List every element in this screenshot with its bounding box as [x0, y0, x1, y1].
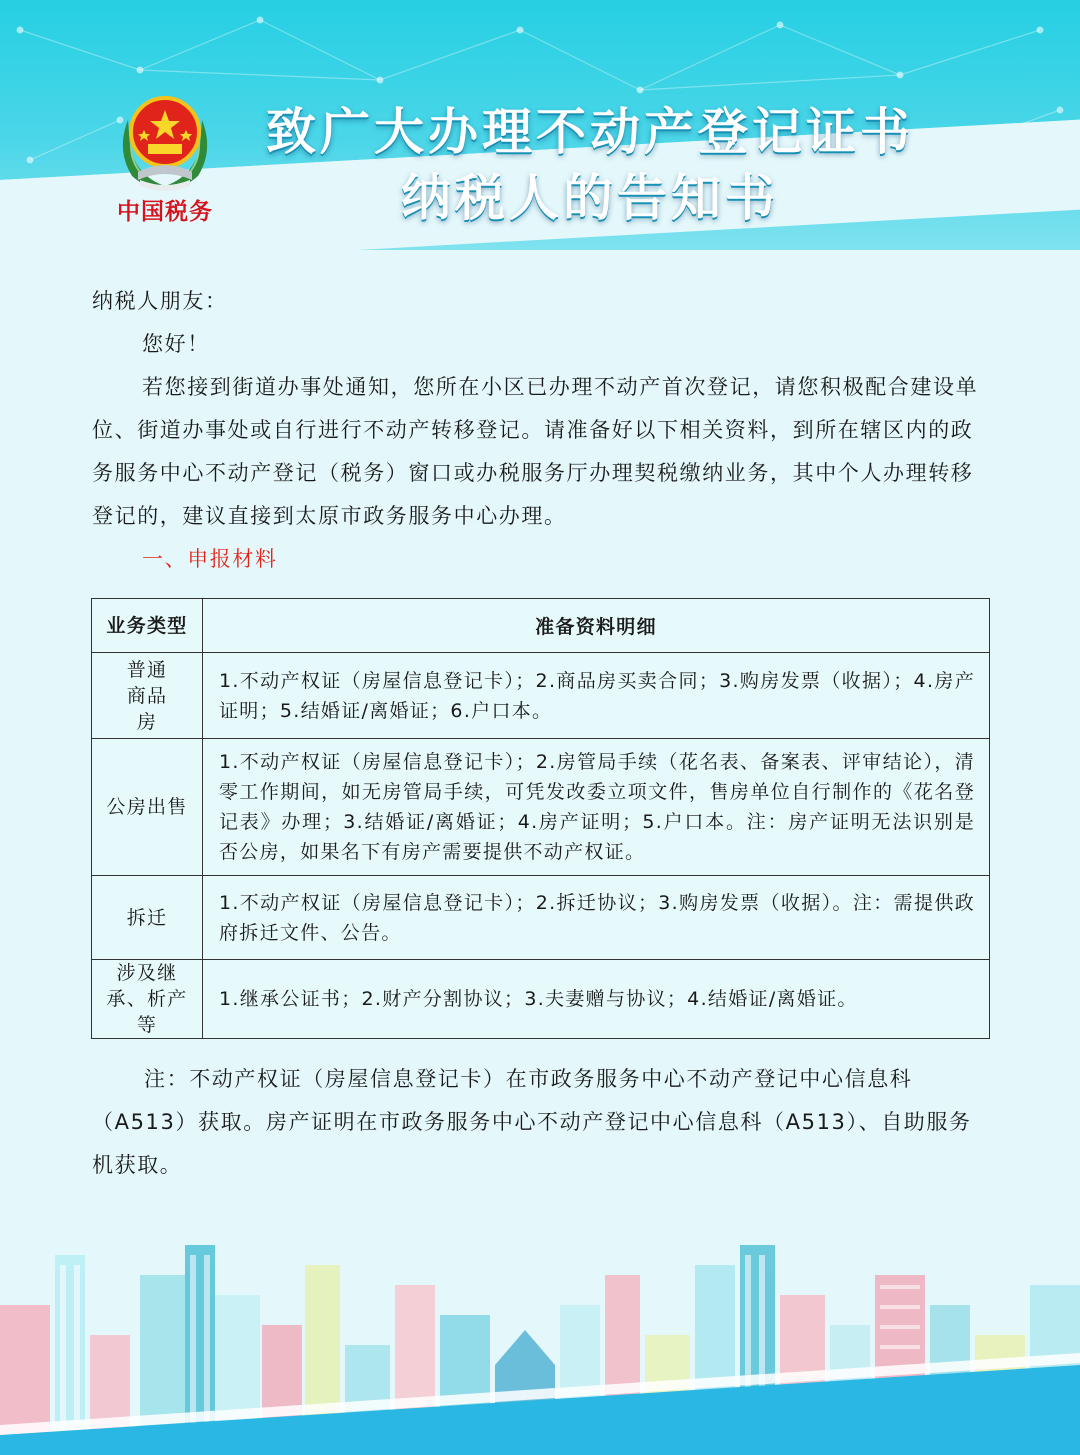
- table-row: [92, 876, 990, 960]
- page-title-line2: 纳税人的告知书: [401, 169, 779, 227]
- row-type: 拆迁: [92, 876, 203, 960]
- row-type: 涉及继承、析产等: [92, 960, 203, 1039]
- greeting: 您好！: [142, 332, 210, 356]
- letter-paragraph: 若您接到街道办事处通知，您所在小区已办理不动产首次登记，请您积极配合建设单位、街道办事处或自行进行不动产转移登记。请准备好以下相关资料，到所在辖区内的政务服务中心不动产登记（税务）窗口或办税服务厅办理契税缴纳业务，其中个人办理转移登记的，建议直接到太原市政务服务中心办理。: [92, 375, 979, 528]
- row-detail: 1.继承公证书；2.财产分割协议；3.夫妻赠与协议；4.结婚证/离婚证。: [203, 960, 990, 1039]
- table-row: [92, 960, 990, 1039]
- table-row: [92, 653, 990, 739]
- row-detail: 1.不动产权证（房屋信息登记卡）；2.拆迁协议；3.购房发票（收据）。注：需提供政府拆迁文件、公告。: [203, 876, 990, 960]
- header-banner: [0, 0, 1080, 250]
- table-row: [92, 739, 990, 876]
- tax-emblem-icon: [110, 80, 220, 200]
- page-title-line1: 致广大办理不动产登记证书: [266, 103, 914, 161]
- row-type: 公房出售: [92, 739, 203, 876]
- footnote: 注：不动产权证（房屋信息登记卡）在市政务服务中心不动产登记中心信息科（A513）获取。房产证明在市政务服务中心不动产登记中心信息科（A513）、自助服务机获取。: [92, 1067, 972, 1177]
- header-materials-detail: 准备资料明细: [203, 599, 990, 653]
- header-business-type: 业务类型: [92, 599, 203, 653]
- row-type: 普通商品房: [92, 653, 203, 739]
- row-detail: 1.不动产权证（房屋信息登记卡）；2.房管局手续（花名表、备案表、评审结论），清零工作期间，如无房管局手续，可凭发改委立项文件，售房单位自行制作的《花名登记表》办理；3.结婚证/离婚证；4.房产证明；5.户口本。注：房产证明无法识别是否公房，如果名下有房产需要提供不动产权证。: [203, 739, 990, 876]
- emblem-caption: 中国税务: [117, 198, 213, 225]
- city-skyline-icon: [0, 1235, 1080, 1455]
- table-header-row: [92, 599, 990, 653]
- materials-table: [91, 598, 990, 1039]
- section-title: 一、申报材料: [142, 547, 278, 571]
- letter-body: [92, 280, 988, 581]
- salutation: 纳税人朋友：: [92, 289, 228, 313]
- row-detail: 1.不动产权证（房屋信息登记卡）；2.商品房买卖合同；3.购房发票（收据）；4.房产证明；5.结婚证/离婚证；6.户口本。: [203, 653, 990, 739]
